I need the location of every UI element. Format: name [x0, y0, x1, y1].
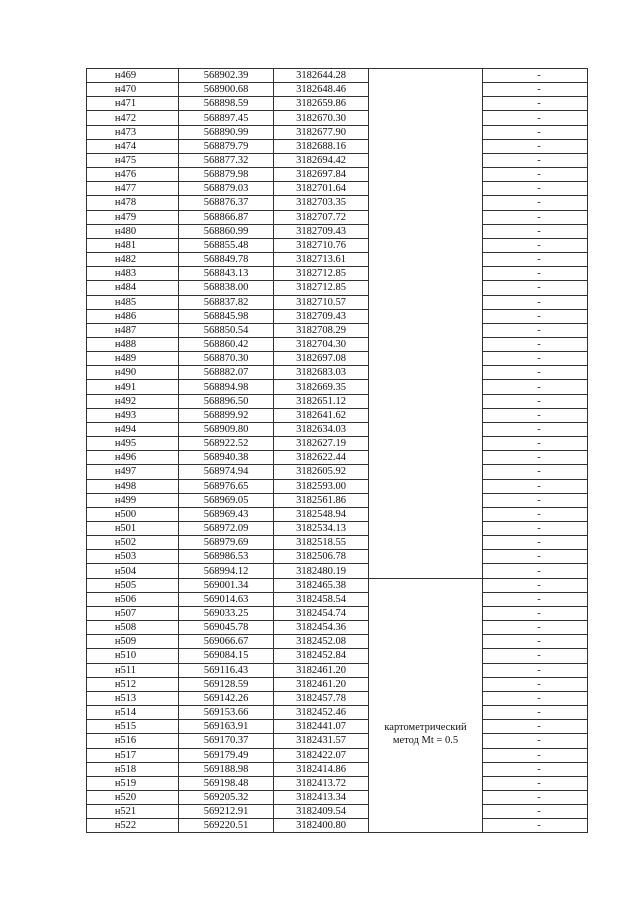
x-coordinate-cell: 568896.50: [179, 394, 274, 408]
coordinates-table: [86, 68, 588, 833]
dash-cell: -: [483, 592, 588, 606]
point-id-cell: н482: [87, 253, 179, 267]
x-coordinate-cell: 569205.32: [179, 790, 274, 804]
y-coordinate-cell: 3182713.61: [274, 253, 369, 267]
table-row: [87, 125, 588, 139]
y-coordinate-cell: 3182605.92: [274, 465, 369, 479]
point-id-cell: н473: [87, 125, 179, 139]
y-coordinate-cell: 3182452.84: [274, 649, 369, 663]
dash-cell: -: [483, 238, 588, 252]
x-coordinate-cell: 568972.09: [179, 522, 274, 536]
dash-cell: -: [483, 253, 588, 267]
y-coordinate-cell: 3182644.28: [274, 69, 369, 83]
x-coordinate-cell: 568940.38: [179, 451, 274, 465]
x-coordinate-cell: 568994.12: [179, 564, 274, 578]
dash-cell: -: [483, 762, 588, 776]
point-id-cell: н519: [87, 776, 179, 790]
point-id-cell: н490: [87, 366, 179, 380]
x-coordinate-cell: 568894.98: [179, 380, 274, 394]
dash-cell: -: [483, 621, 588, 635]
table-row: [87, 706, 588, 720]
table-row: [87, 507, 588, 521]
y-coordinate-cell: 3182413.72: [274, 776, 369, 790]
dash-cell: -: [483, 819, 588, 833]
dash-cell: -: [483, 69, 588, 83]
y-coordinate-cell: 3182670.30: [274, 111, 369, 125]
table-row: [87, 366, 588, 380]
x-coordinate-cell: 569170.37: [179, 734, 274, 748]
table-row: [87, 196, 588, 210]
x-coordinate-cell: 568909.80: [179, 422, 274, 436]
x-coordinate-cell: 568969.43: [179, 507, 274, 521]
y-coordinate-cell: 3182677.90: [274, 125, 369, 139]
y-coordinate-cell: 3182683.03: [274, 366, 369, 380]
table-row: [87, 69, 588, 83]
y-coordinate-cell: 3182593.00: [274, 479, 369, 493]
y-coordinate-cell: 3182465.38: [274, 578, 369, 592]
dash-cell: -: [483, 748, 588, 762]
x-coordinate-cell: 568922.52: [179, 437, 274, 451]
point-id-cell: н518: [87, 762, 179, 776]
dash-cell: -: [483, 805, 588, 819]
y-coordinate-cell: 3182709.43: [274, 224, 369, 238]
dash-cell: -: [483, 196, 588, 210]
table-row: [87, 621, 588, 635]
table-row: [87, 776, 588, 790]
point-id-cell: н470: [87, 83, 179, 97]
y-coordinate-cell: 3182400.80: [274, 819, 369, 833]
table-row: [87, 677, 588, 691]
point-id-cell: н486: [87, 309, 179, 323]
y-coordinate-cell: 3182634.03: [274, 422, 369, 436]
dash-cell: -: [483, 224, 588, 238]
point-id-cell: н481: [87, 238, 179, 252]
y-coordinate-cell: 3182534.13: [274, 522, 369, 536]
point-id-cell: н513: [87, 691, 179, 705]
point-id-cell: н511: [87, 663, 179, 677]
table-row: [87, 408, 588, 422]
dash-cell: -: [483, 281, 588, 295]
point-id-cell: н522: [87, 819, 179, 833]
x-coordinate-cell: 569142.26: [179, 691, 274, 705]
x-coordinate-cell: 568849.78: [179, 253, 274, 267]
y-coordinate-cell: 3182710.57: [274, 295, 369, 309]
y-coordinate-cell: 3182694.42: [274, 153, 369, 167]
table-row: [87, 748, 588, 762]
y-coordinate-cell: 3182422.07: [274, 748, 369, 762]
point-id-cell: н506: [87, 592, 179, 606]
table-row: [87, 352, 588, 366]
method-cell: [369, 578, 483, 833]
x-coordinate-cell: 568860.42: [179, 337, 274, 351]
x-coordinate-cell: 569153.66: [179, 706, 274, 720]
point-id-cell: н516: [87, 734, 179, 748]
y-coordinate-cell: 3182708.29: [274, 323, 369, 337]
table-row: [87, 168, 588, 182]
y-coordinate-cell: 3182452.08: [274, 635, 369, 649]
point-id-cell: н488: [87, 337, 179, 351]
y-coordinate-cell: 3182480.19: [274, 564, 369, 578]
y-coordinate-cell: 3182461.20: [274, 677, 369, 691]
table-row: [87, 649, 588, 663]
table-row: [87, 691, 588, 705]
dash-cell: -: [483, 606, 588, 620]
y-coordinate-cell: 3182648.46: [274, 83, 369, 97]
y-coordinate-cell: 3182627.19: [274, 437, 369, 451]
x-coordinate-cell: 568843.13: [179, 267, 274, 281]
x-coordinate-cell: 569198.48: [179, 776, 274, 790]
y-coordinate-cell: 3182703.35: [274, 196, 369, 210]
x-coordinate-cell: 568860.99: [179, 224, 274, 238]
dash-cell: -: [483, 125, 588, 139]
y-coordinate-cell: 3182697.08: [274, 352, 369, 366]
y-coordinate-cell: 3182651.12: [274, 394, 369, 408]
method-text: картометрический метод Mt = 0.5: [384, 721, 467, 746]
x-coordinate-cell: 569033.25: [179, 606, 274, 620]
y-coordinate-cell: 3182414.86: [274, 762, 369, 776]
point-id-cell: н497: [87, 465, 179, 479]
table-row: [87, 224, 588, 238]
dash-cell: -: [483, 309, 588, 323]
y-coordinate-cell: 3182454.74: [274, 606, 369, 620]
table-row: [87, 323, 588, 337]
dash-cell: -: [483, 635, 588, 649]
y-coordinate-cell: 3182458.54: [274, 592, 369, 606]
dash-cell: -: [483, 139, 588, 153]
dash-cell: -: [483, 408, 588, 422]
point-id-cell: н505: [87, 578, 179, 592]
table-row: [87, 253, 588, 267]
y-coordinate-cell: 3182712.85: [274, 281, 369, 295]
y-coordinate-cell: 3182688.16: [274, 139, 369, 153]
x-coordinate-cell: 569220.51: [179, 819, 274, 833]
table-row: [87, 182, 588, 196]
dash-cell: -: [483, 422, 588, 436]
dash-cell: -: [483, 295, 588, 309]
x-coordinate-cell: 568879.79: [179, 139, 274, 153]
dash-cell: -: [483, 83, 588, 97]
dash-cell: -: [483, 437, 588, 451]
point-id-cell: н495: [87, 437, 179, 451]
point-id-cell: н517: [87, 748, 179, 762]
dash-cell: -: [483, 479, 588, 493]
point-id-cell: н485: [87, 295, 179, 309]
point-id-cell: н493: [87, 408, 179, 422]
y-coordinate-cell: 3182641.62: [274, 408, 369, 422]
x-coordinate-cell: 569084.15: [179, 649, 274, 663]
y-coordinate-cell: 3182701.64: [274, 182, 369, 196]
dash-cell: -: [483, 210, 588, 224]
table-row: [87, 111, 588, 125]
table-row: [87, 762, 588, 776]
point-id-cell: н502: [87, 536, 179, 550]
table-row: [87, 734, 588, 748]
dash-cell: -: [483, 111, 588, 125]
dash-cell: -: [483, 649, 588, 663]
dash-cell: -: [483, 493, 588, 507]
dash-cell: -: [483, 677, 588, 691]
dash-cell: -: [483, 706, 588, 720]
dash-cell: -: [483, 153, 588, 167]
y-coordinate-cell: 3182457.78: [274, 691, 369, 705]
point-id-cell: н491: [87, 380, 179, 394]
point-id-cell: н472: [87, 111, 179, 125]
dash-cell: -: [483, 267, 588, 281]
x-coordinate-cell: 568890.99: [179, 125, 274, 139]
y-coordinate-cell: 3182704.30: [274, 337, 369, 351]
table-row: [87, 493, 588, 507]
table-row: [87, 550, 588, 564]
point-id-cell: н492: [87, 394, 179, 408]
point-id-cell: н474: [87, 139, 179, 153]
y-coordinate-cell: 3182518.55: [274, 536, 369, 550]
y-coordinate-cell: 3182409.54: [274, 805, 369, 819]
point-id-cell: н521: [87, 805, 179, 819]
y-coordinate-cell: 3182561.86: [274, 493, 369, 507]
x-coordinate-cell: 568974.94: [179, 465, 274, 479]
x-coordinate-cell: 569212.91: [179, 805, 274, 819]
x-coordinate-cell: 568876.37: [179, 196, 274, 210]
method-cell-empty: [369, 69, 483, 579]
y-coordinate-cell: 3182506.78: [274, 550, 369, 564]
dash-cell: -: [483, 97, 588, 111]
point-id-cell: н476: [87, 168, 179, 182]
dash-cell: -: [483, 790, 588, 804]
dash-cell: -: [483, 380, 588, 394]
table-row: [87, 465, 588, 479]
dash-cell: -: [483, 522, 588, 536]
y-coordinate-cell: 3182461.20: [274, 663, 369, 677]
x-coordinate-cell: 568986.53: [179, 550, 274, 564]
table-row: [87, 578, 588, 592]
point-id-cell: н512: [87, 677, 179, 691]
x-coordinate-cell: 569116.43: [179, 663, 274, 677]
y-coordinate-cell: 3182659.86: [274, 97, 369, 111]
point-id-cell: н500: [87, 507, 179, 521]
table-row: [87, 380, 588, 394]
y-coordinate-cell: 3182548.94: [274, 507, 369, 521]
y-coordinate-cell: 3182709.43: [274, 309, 369, 323]
table-row: [87, 536, 588, 550]
dash-cell: -: [483, 550, 588, 564]
x-coordinate-cell: 569045.78: [179, 621, 274, 635]
point-id-cell: н501: [87, 522, 179, 536]
point-id-cell: н489: [87, 352, 179, 366]
table-row: [87, 210, 588, 224]
x-coordinate-cell: 568850.54: [179, 323, 274, 337]
y-coordinate-cell: 3182707.72: [274, 210, 369, 224]
dash-cell: -: [483, 691, 588, 705]
y-coordinate-cell: 3182431.57: [274, 734, 369, 748]
point-id-cell: н484: [87, 281, 179, 295]
y-coordinate-cell: 3182622.44: [274, 451, 369, 465]
point-id-cell: н507: [87, 606, 179, 620]
x-coordinate-cell: 568897.45: [179, 111, 274, 125]
x-coordinate-cell: 569014.63: [179, 592, 274, 606]
x-coordinate-cell: 568902.39: [179, 69, 274, 83]
table-row: [87, 790, 588, 804]
table-row: [87, 437, 588, 451]
dash-cell: -: [483, 394, 588, 408]
dash-cell: -: [483, 536, 588, 550]
table-row: [87, 720, 588, 734]
x-coordinate-cell: 568879.03: [179, 182, 274, 196]
x-coordinate-cell: 569001.34: [179, 578, 274, 592]
table-row: [87, 267, 588, 281]
x-coordinate-cell: 568879.98: [179, 168, 274, 182]
point-id-cell: н510: [87, 649, 179, 663]
point-id-cell: н480: [87, 224, 179, 238]
point-id-cell: н503: [87, 550, 179, 564]
point-id-cell: н498: [87, 479, 179, 493]
coordinates-table-body: [87, 69, 588, 833]
x-coordinate-cell: 568899.92: [179, 408, 274, 422]
x-coordinate-cell: 569163.91: [179, 720, 274, 734]
table-row: [87, 479, 588, 493]
x-coordinate-cell: 568838.00: [179, 281, 274, 295]
table-row: [87, 337, 588, 351]
dash-cell: -: [483, 337, 588, 351]
y-coordinate-cell: 3182710.76: [274, 238, 369, 252]
dash-cell: -: [483, 182, 588, 196]
dash-cell: -: [483, 663, 588, 677]
table-row: [87, 238, 588, 252]
table-row: [87, 97, 588, 111]
x-coordinate-cell: 569188.98: [179, 762, 274, 776]
point-id-cell: н478: [87, 196, 179, 210]
point-id-cell: н477: [87, 182, 179, 196]
dash-cell: -: [483, 465, 588, 479]
x-coordinate-cell: 568877.32: [179, 153, 274, 167]
x-coordinate-cell: 568900.68: [179, 83, 274, 97]
point-id-cell: н487: [87, 323, 179, 337]
table-row: [87, 663, 588, 677]
point-id-cell: н483: [87, 267, 179, 281]
x-coordinate-cell: 568898.59: [179, 97, 274, 111]
table-row: [87, 83, 588, 97]
dash-cell: -: [483, 352, 588, 366]
table-row: [87, 281, 588, 295]
table-row: [87, 295, 588, 309]
point-id-cell: н520: [87, 790, 179, 804]
point-id-cell: н515: [87, 720, 179, 734]
point-id-cell: н509: [87, 635, 179, 649]
dash-cell: -: [483, 564, 588, 578]
x-coordinate-cell: 568882.07: [179, 366, 274, 380]
y-coordinate-cell: 3182669.35: [274, 380, 369, 394]
table-row: [87, 522, 588, 536]
table-row: [87, 153, 588, 167]
dash-cell: -: [483, 323, 588, 337]
table-row: [87, 451, 588, 465]
x-coordinate-cell: 568837.82: [179, 295, 274, 309]
table-row: [87, 592, 588, 606]
x-coordinate-cell: 568866.87: [179, 210, 274, 224]
x-coordinate-cell: 568969.05: [179, 493, 274, 507]
table-row: [87, 606, 588, 620]
table-row: [87, 805, 588, 819]
table-row: [87, 139, 588, 153]
point-id-cell: н479: [87, 210, 179, 224]
x-coordinate-cell: 569128.59: [179, 677, 274, 691]
y-coordinate-cell: 3182452.46: [274, 706, 369, 720]
x-coordinate-cell: 569066.67: [179, 635, 274, 649]
dash-cell: -: [483, 451, 588, 465]
table-row: [87, 394, 588, 408]
dash-cell: -: [483, 734, 588, 748]
point-id-cell: н471: [87, 97, 179, 111]
point-id-cell: н504: [87, 564, 179, 578]
x-coordinate-cell: 568855.48: [179, 238, 274, 252]
y-coordinate-cell: 3182454.36: [274, 621, 369, 635]
dash-cell: -: [483, 168, 588, 182]
point-id-cell: н475: [87, 153, 179, 167]
dash-cell: -: [483, 366, 588, 380]
dash-cell: -: [483, 776, 588, 790]
point-id-cell: н514: [87, 706, 179, 720]
dash-cell: -: [483, 578, 588, 592]
table-row: [87, 309, 588, 323]
dash-cell: -: [483, 507, 588, 521]
x-coordinate-cell: 568979.69: [179, 536, 274, 550]
table-row: [87, 819, 588, 833]
y-coordinate-cell: 3182697.84: [274, 168, 369, 182]
y-coordinate-cell: 3182441.07: [274, 720, 369, 734]
point-id-cell: н499: [87, 493, 179, 507]
table-row: [87, 635, 588, 649]
table-row: [87, 422, 588, 436]
x-coordinate-cell: 568976.65: [179, 479, 274, 493]
point-id-cell: н494: [87, 422, 179, 436]
point-id-cell: н469: [87, 69, 179, 83]
y-coordinate-cell: 3182712.85: [274, 267, 369, 281]
x-coordinate-cell: 568870.30: [179, 352, 274, 366]
y-coordinate-cell: 3182413.34: [274, 790, 369, 804]
point-id-cell: н496: [87, 451, 179, 465]
point-id-cell: н508: [87, 621, 179, 635]
dash-cell: -: [483, 720, 588, 734]
table-row: [87, 564, 588, 578]
x-coordinate-cell: 569179.49: [179, 748, 274, 762]
x-coordinate-cell: 568845.98: [179, 309, 274, 323]
